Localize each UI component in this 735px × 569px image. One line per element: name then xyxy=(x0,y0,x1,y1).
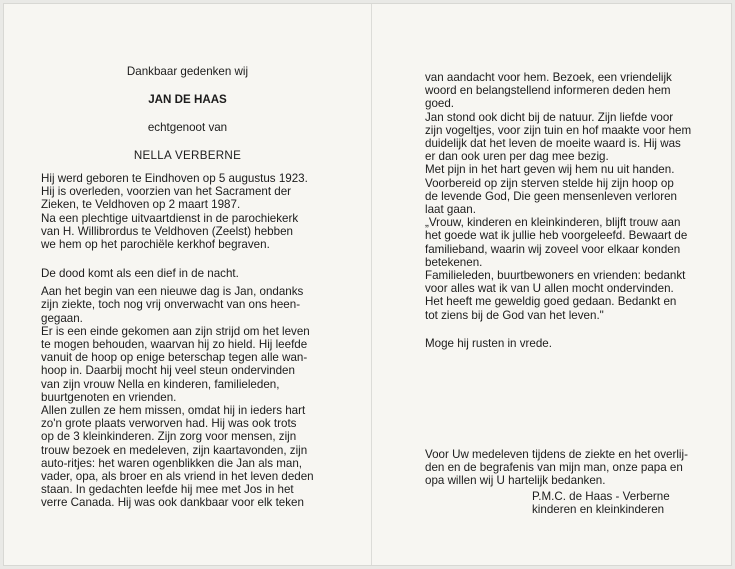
eulogy-line: van zijn vrouw Nella en kinderen, familieleden, xyxy=(41,377,280,391)
eulogy-line: zijn vogeltjes, voor zijn tuin en hof maakte voor hem xyxy=(425,123,692,137)
eulogy-line: van aandacht voor hem. Bezoek, een vriendelijk xyxy=(425,71,672,84)
eulogy-line: het goede wat ik jullie heb voorgeleefd. Bewaart de xyxy=(425,229,688,243)
thanks-line: den en de begrafenis van mijn man, onze papa en xyxy=(425,461,683,475)
eulogy-line: Het heeft me geweldig goed gedaan. Bedankt en xyxy=(425,295,677,309)
eulogy-text xyxy=(41,267,341,510)
eulogy-line: verre Canada. Hij was ook dankbaar voor elk teken xyxy=(41,496,304,510)
eulogy-line: zo'n grote plaats verworven had. Hij was ook trots xyxy=(41,417,297,431)
signature-block xyxy=(532,490,670,516)
biography-paragraph xyxy=(41,172,341,251)
eulogy-line: Allen zullen ze hem missen, omdat hij in ieders hart xyxy=(41,404,306,418)
bio-line: Zieken, te Veldhoven op 2 maart 1987. xyxy=(41,198,241,212)
thanks-paragraph xyxy=(425,448,715,488)
spouse-name: NELLA VERBERNE xyxy=(133,149,242,162)
eulogy-line: Met pijn in het hart geven wij hem nu uit handen. xyxy=(425,163,675,177)
thanks-line: Voor Uw medeleven tijdens de ziekte en het overlij- xyxy=(425,448,688,461)
eulogy-line: laat gaan. xyxy=(425,203,476,217)
thanks-line: opa willen wij U hartelijk bedanken. xyxy=(425,474,606,488)
eulogy-line: vader, opa, als broer en als vriend in het leven deden xyxy=(41,470,314,484)
eulogy-line: Er is een einde gekomen aan zijn strijd om het leven xyxy=(41,324,310,338)
fold-line xyxy=(371,4,372,565)
bio-line: Na een plechtige uitvaartdienst in de parochiekerk xyxy=(41,211,299,225)
eulogy-line: staan. In gedachten leefde hij mee met Jos in het xyxy=(41,483,294,497)
eulogy-line: tot ziens bij de God van het leven." xyxy=(425,308,604,322)
eulogy-line: woord en belangstellend informeren deden hem xyxy=(425,84,671,98)
eulogy-line: goed. xyxy=(425,97,455,111)
eulogy-line: auto-ritjes: het waren ogenblikken die Jan als man, xyxy=(41,456,303,470)
bio-line: we hem op het parochiële kerkhof begraven. xyxy=(41,238,270,252)
bio-line: van H. Willibrordus te Veldhoven (Zeelst) hebben xyxy=(41,224,293,238)
eulogy-line: gegaan. xyxy=(41,311,83,325)
signature-line: kinderen en kleinkinderen xyxy=(532,503,665,517)
eulogy-line: Familieleden, buurtbewoners en vrienden: bedankt xyxy=(425,269,686,283)
eulogy-line: familieband, waarin wij zoveel voor elkaar konden xyxy=(425,242,681,256)
relation-text: echtgenoot van xyxy=(147,121,228,134)
memorial-card xyxy=(3,3,732,566)
eulogy-line: de levende God, Die geen mensenleven verloren xyxy=(425,189,678,203)
eulogy-line: op de 3 kleinkinderen. Zijn zorg voor mensen, zijn xyxy=(41,430,297,444)
bio-line: Hij is overleden, voorzien van het Sacrament der xyxy=(41,185,292,199)
eulogy-line: te mogen behouden, waarvan hij zo hield. Hij leefde xyxy=(41,338,308,352)
eulogy-line: buurtgenoten en vrienden. xyxy=(41,390,177,404)
eulogy-line: vanuit de hoop op enige beterschap tegen alle wan- xyxy=(41,351,308,365)
eulogy-line: Voorbereid op zijn sterven stelde hij zijn hoop op xyxy=(425,176,674,190)
eulogy-line: er dan ook uren per dag mee bezig. xyxy=(425,150,609,164)
eulogy-line: betekenen. xyxy=(425,255,483,269)
eulogy-line: voor alles wat ik van U allen mocht ondervinden. xyxy=(425,282,674,296)
deceased-name: JAN DE HAAS xyxy=(148,93,227,106)
bio-line: Hij werd geboren te Eindhoven op 5 augustus 1923. xyxy=(41,172,308,185)
eulogy-line: zijn ziekte, toch nog vrij onverwacht van ons heen- xyxy=(41,298,301,312)
eulogy-line: De dood komt als een dief in de nacht. xyxy=(41,267,239,280)
rest-in-peace: Moge hij rusten in vrede. xyxy=(425,337,552,350)
eulogy-line: hoop in. Daarbij mocht hij veel steun ondervinden xyxy=(41,364,295,378)
eulogy-line: trouw bezoek en medeleven, zijn kaartavonden, zijn xyxy=(41,443,308,457)
eulogy-line: „Vrouw, kinderen en kleinkinderen, blijft trouw aan xyxy=(425,216,681,230)
eulogy-line: Aan het begin van een nieuwe dag is Jan, ondanks xyxy=(41,285,304,299)
signature-line: P.M.C. de Haas - Verberne xyxy=(532,490,670,503)
eulogy-line: duidelijk dat het leven de moeite waard is. Hij was xyxy=(425,137,681,151)
eulogy-line: Jan stond ook dicht bij de natuur. Zijn liefde voor xyxy=(425,110,674,124)
intro-text: Dankbaar gedenken wij xyxy=(126,65,249,78)
eulogy-continued xyxy=(425,71,715,322)
